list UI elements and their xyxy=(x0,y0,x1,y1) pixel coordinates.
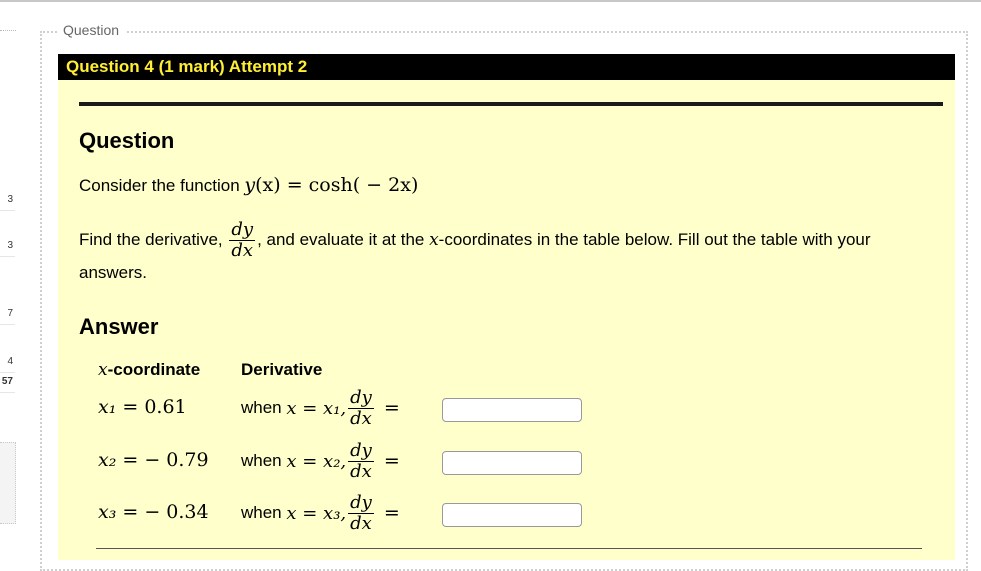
equals-sign: = xyxy=(383,397,400,419)
table-row xyxy=(98,491,618,535)
equals-sign: = xyxy=(383,450,400,472)
x-sub: x₁ xyxy=(98,396,117,418)
frac-num: dy xyxy=(231,219,254,240)
table-row xyxy=(98,439,618,483)
x-sub: x₃ xyxy=(98,501,117,523)
derivative-condition xyxy=(241,491,400,535)
question-prompt-derivative xyxy=(79,220,939,285)
x-eq: = − 0.79 xyxy=(116,449,209,471)
answer-input-1[interactable] xyxy=(442,398,582,422)
question-prompt-function xyxy=(79,174,418,196)
math-y: y xyxy=(244,174,256,196)
frac-num: dy xyxy=(350,386,372,408)
math-x: x xyxy=(429,229,439,250)
cond-math: x = x₂, xyxy=(286,450,347,472)
answer-input-3[interactable] xyxy=(442,503,582,527)
dy-dx-fraction xyxy=(229,220,255,261)
frac-num: dy xyxy=(350,439,372,461)
dy-dx-fraction xyxy=(348,441,374,482)
question-heading: Question xyxy=(79,128,175,153)
header-x-var: x xyxy=(98,360,108,380)
left-row-1[interactable]: 3 xyxy=(0,189,15,211)
cond-math: x = x₁, xyxy=(286,397,347,419)
frac-den: dx xyxy=(348,461,374,482)
answer-input-2[interactable] xyxy=(442,451,582,475)
answer-heading: Answer xyxy=(79,314,159,339)
when-text: when xyxy=(241,398,282,417)
x-eq: = − 0.34 xyxy=(116,501,209,523)
when-text: when xyxy=(241,503,282,522)
left-row-3[interactable]: 7 xyxy=(0,303,15,325)
prompt-text: Consider the function xyxy=(79,176,245,195)
find-rest-1: , and evaluate it at the xyxy=(257,229,430,249)
cond-math: x = x₃, xyxy=(286,502,347,524)
header-derivative: Derivative xyxy=(241,360,323,379)
question-body xyxy=(58,80,955,560)
section-rule xyxy=(79,102,943,106)
question-header: Question 4 (1 mark) Attempt 2 xyxy=(58,54,955,80)
x-value xyxy=(98,501,209,523)
derivative-condition xyxy=(241,439,400,483)
x-sub: x₂ xyxy=(98,449,117,471)
left-panel-box xyxy=(0,442,16,524)
dy-dx-fraction xyxy=(348,388,374,429)
when-text: when xyxy=(241,451,282,470)
find-rest-2: -coordinates in the table below. Fill out the table with your answers. xyxy=(79,229,871,282)
fieldset-legend: Question xyxy=(57,22,125,38)
left-row-2[interactable]: 3 xyxy=(0,235,15,257)
left-sidebar-partial xyxy=(0,30,16,400)
left-row-5[interactable]: 57 xyxy=(0,371,15,393)
x-value xyxy=(98,396,187,418)
find-text: Find the derivative, xyxy=(79,229,228,249)
x-eq: = 0.61 xyxy=(116,396,187,418)
bottom-rule xyxy=(96,548,922,549)
math-func: (x) = cosh( − 2x) xyxy=(255,174,419,196)
left-row-4[interactable]: 4 xyxy=(0,351,15,373)
top-divider xyxy=(0,0,981,2)
header-x-label: -coordinate xyxy=(107,360,201,379)
frac-den: dx xyxy=(348,513,374,534)
frac-den: dx xyxy=(348,408,374,429)
derivative-condition xyxy=(241,386,400,430)
equals-sign: = xyxy=(383,502,400,524)
frac-num: dy xyxy=(350,491,372,513)
table-row xyxy=(98,386,618,430)
x-value xyxy=(98,449,209,471)
frac-den: dx xyxy=(229,240,255,261)
header-x-coordinate xyxy=(98,360,200,380)
dy-dx-fraction xyxy=(348,493,374,534)
